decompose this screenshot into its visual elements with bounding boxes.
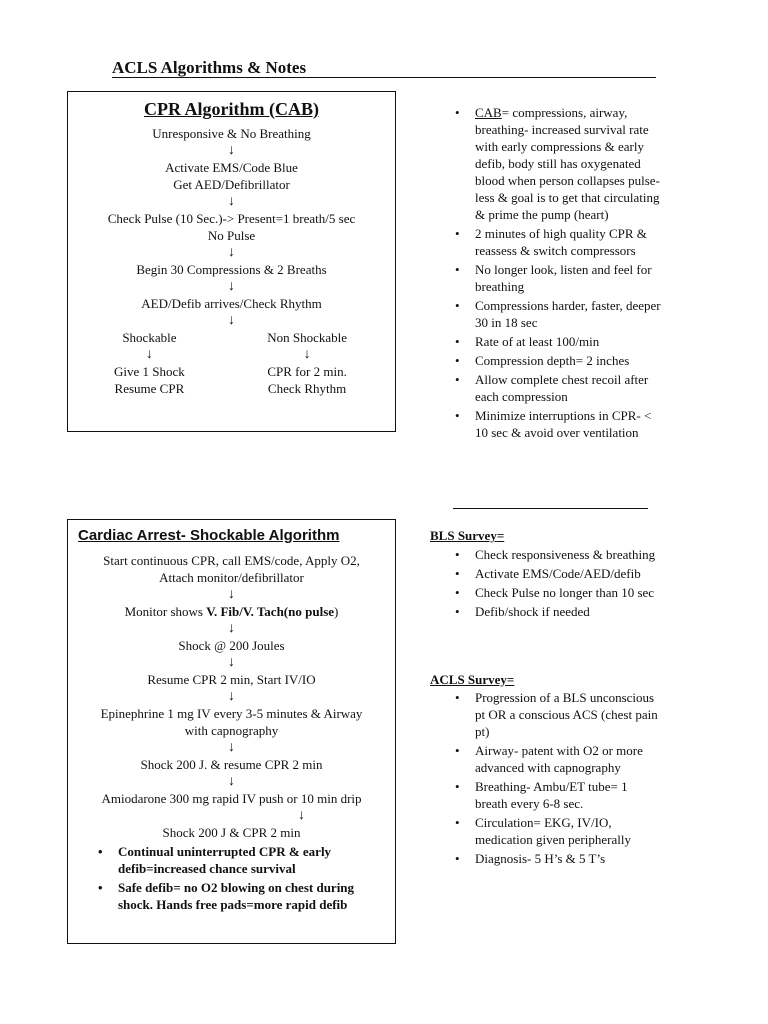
branch-shockable (114, 329, 185, 397)
branch-nonshockable-label: Non Shockable (267, 330, 347, 345)
list-item (447, 371, 662, 405)
section-divider (453, 508, 648, 509)
cpr-step-get-aed: Get AED/Defibrillator (173, 177, 290, 192)
bullet-icon: • (455, 353, 460, 368)
list-item-text: Check responsiveness & breathing (475, 547, 656, 562)
bullet-icon: • (455, 585, 460, 600)
shockable-algorithm-box (67, 519, 396, 944)
shock-step-shock-cpr: Shock 200 J & CPR 2 min (162, 825, 301, 840)
cpr-flow (68, 125, 395, 329)
list-item-text: Compression depth= 2 inches (475, 353, 630, 368)
down-arrow-icon: ↓ (303, 347, 311, 362)
list-item-text: Continual uninterrupted CPR & early defib=increased chance survival (118, 844, 332, 876)
monitor-shows-rhythm: V. Fib/V. Tach(no pulse (206, 604, 335, 619)
list-item-text: 2 minutes of high quality CPR & reassess & switch compressors (475, 226, 647, 258)
bullet-icon: • (455, 815, 460, 830)
down-arrow-icon: ↓ (228, 621, 235, 636)
bullet-icon: • (455, 298, 460, 313)
list-item (447, 352, 662, 369)
bullet-icon: • (455, 334, 460, 349)
cpr-step-no-pulse: No Pulse (207, 228, 256, 243)
title-underline (112, 77, 656, 78)
bullet-icon: • (455, 262, 460, 277)
shock-step-epinephrine: Epinephrine 1 mg IV every 3-5 minutes & Airway (100, 706, 363, 721)
shock-step-attach-monitor: Attach monitor/defibrillator (159, 570, 304, 585)
down-arrow-icon: ↓ (228, 655, 235, 670)
page-title: ACLS Algorithms & Notes (112, 58, 307, 77)
bullet-icon: • (455, 743, 460, 758)
branch-shockable-label: Shockable (122, 330, 177, 345)
bullet-icon: • (455, 408, 460, 423)
list-item (447, 225, 662, 259)
shock-step-start-cpr: Start continuous CPR, call EMS/code, Apply O2, (103, 553, 360, 568)
bullet-icon: • (455, 604, 460, 619)
list-item (447, 104, 662, 223)
bls-survey-title-text: BLS Survey (430, 528, 497, 543)
list-item-text: Progression of a BLS unconscious pt OR a conscious ACS (chest pain pt) (475, 690, 658, 739)
cpr-step-compressions: Begin 30 Compressions & 2 Breaths (136, 262, 327, 277)
list-item-text: Compressions harder, faster, deeper 30 in 18 sec (475, 298, 661, 330)
shockable-notes-list (68, 843, 395, 913)
bullet-icon: • (455, 566, 460, 581)
cpr-step-check-rhythm: AED/Defib arrives/Check Rhythm (141, 296, 322, 311)
shockable-flow (68, 552, 395, 841)
bullet-icon: • (455, 105, 460, 120)
list-item-text: Defib/shock if needed (475, 604, 590, 619)
cpr-step-unresponsive: Unresponsive & No Breathing (152, 126, 311, 141)
list-item-text: Minimize interruptions in CPR- < 10 sec & avoid over ventilation (475, 408, 652, 440)
list-item-text: Activate EMS/Code/AED/defib (475, 566, 641, 581)
shock-step-amiodarone: Amiodarone 300 mg rapid IV push or 10 min drip (101, 791, 362, 806)
list-item-text: Breathing- Ambu/ET tube= 1 breath every 6-8 sec. (475, 779, 628, 811)
bullet-icon: • (455, 690, 460, 705)
branch-shockable-action2: Resume CPR (114, 381, 185, 396)
cpr-step-activate-ems: Activate EMS/Code Blue (165, 160, 298, 175)
list-item-text: Safe defib= no O2 blowing on chest during shock. Hands free pads=more rapid defib (118, 880, 355, 912)
down-arrow-icon: ↓ (228, 313, 235, 328)
down-arrow-icon: ↓ (228, 689, 235, 704)
cab-notes-list (447, 104, 662, 443)
cpr-algorithm-title: CPR Algorithm (CAB) (144, 99, 319, 119)
list-item (447, 297, 662, 331)
monitor-shows-suffix: ) (334, 604, 339, 619)
shock-step-monitor-shows (68, 603, 395, 620)
branch-shockable-action1: Give 1 Shock (114, 364, 185, 379)
bullet-icon: • (98, 844, 103, 859)
list-item (90, 879, 385, 913)
down-arrow-icon: ↓ (298, 808, 305, 823)
list-item (447, 333, 662, 350)
down-arrow-icon: ↓ (228, 774, 235, 789)
list-item-text: Rate of at least 100/min (475, 334, 600, 349)
shock-step-resume-cpr: Resume CPR 2 min, Start IV/IO (147, 672, 316, 687)
list-item (447, 689, 662, 740)
bullet-icon: • (98, 880, 103, 895)
branch-nonshockable-action2: Check Rhythm (267, 381, 347, 396)
list-item-text: Diagnosis- 5 H’s & 5 T’s (475, 851, 606, 866)
list-item-text: Allow complete chest recoil after each compression (475, 372, 649, 404)
down-arrow-icon: ↓ (228, 245, 235, 260)
list-item (447, 742, 662, 776)
shock-step-shock-200: Shock @ 200 Joules (178, 638, 285, 653)
shock-step-shock-resume: Shock 200 J. & resume CPR 2 min (140, 757, 323, 772)
bls-survey-list (447, 546, 662, 622)
shockable-algorithm-title: Cardiac Arrest- Shockable Algorithm (78, 527, 340, 544)
list-item (447, 603, 662, 620)
list-item (447, 565, 662, 582)
cab-term: CAB (475, 105, 502, 120)
list-item-text: No longer look, listen and feel for breathing (475, 262, 652, 294)
list-item (447, 407, 662, 441)
branch-nonshockable-action1: CPR for 2 min. (267, 364, 347, 379)
list-item-text: Airway- patent with O2 or more advanced with capnography (475, 743, 643, 775)
bullet-icon: • (455, 372, 460, 387)
branch-nonshockable (267, 329, 347, 397)
list-item (447, 850, 662, 867)
bls-survey-title (430, 528, 504, 544)
list-item-text: Circulation= EKG, IV/IO, medication given peripherally (475, 815, 631, 847)
bullet-icon: • (455, 547, 460, 562)
down-arrow-icon: ↓ (228, 194, 235, 209)
cab-definition: = compressions, airway, breathing- increased survival rate with early compressions & early defib, body still has oxygenated blood when person collapses pulse-less & goal is to get that circulating & prime the pump (heart) (475, 105, 660, 222)
list-item-text: Check Pulse no longer than 10 sec (475, 585, 655, 600)
bullet-icon: • (455, 779, 460, 794)
list-item (447, 584, 662, 601)
down-arrow-icon: ↓ (145, 347, 153, 362)
monitor-shows-prefix: Monitor shows (124, 604, 207, 619)
down-arrow-icon: ↓ (228, 587, 235, 602)
cpr-branches (68, 329, 395, 397)
acls-survey-list (447, 689, 662, 869)
down-arrow-icon: ↓ (228, 279, 235, 294)
list-item (447, 778, 662, 812)
down-arrow-icon: ↓ (228, 740, 235, 755)
bullet-icon: • (455, 226, 460, 241)
list-item (447, 261, 662, 295)
list-item (447, 546, 662, 563)
down-arrow-icon: ↓ (228, 143, 235, 158)
shock-step-capnography: with capnography (184, 723, 279, 738)
cpr-step-check-pulse: Check Pulse (10 Sec.)-> Present=1 breath/5 sec (107, 211, 356, 226)
list-item (90, 843, 385, 877)
bullet-icon: • (455, 851, 460, 866)
cpr-algorithm-box (67, 91, 396, 432)
list-item (447, 814, 662, 848)
bls-survey-title-suffix: = (496, 528, 505, 543)
acls-survey-title: ACLS Survey= (430, 672, 515, 687)
